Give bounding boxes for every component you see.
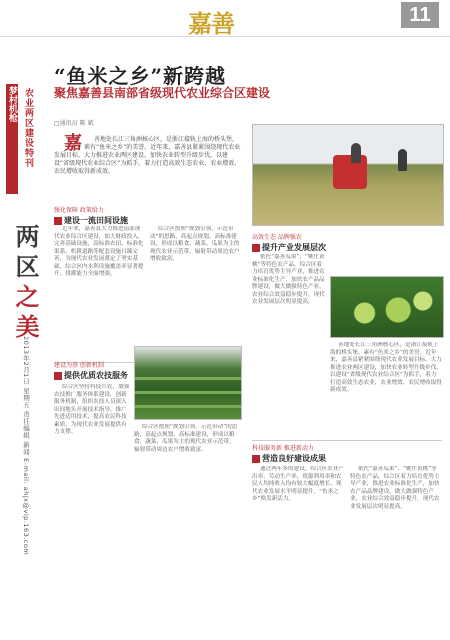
section-marker-icon xyxy=(252,455,260,463)
lead-text: 善地处长江三角洲核心区，是浙江接轨上海的桥头堡，素有“鱼米之乡”的美誉。近年来，嘉善县紧紧围绕现代农业发展目标，大力推进农业两区建设，加快农业转型升级步伐，以建设“省级现代农业综合区”为抓手，着力打造高效生态农业，农业增效、农民增收取得新成效。 xyxy=(54,136,241,175)
section-body: 综合区坚持科技兴农，加强农技推广服务体系建设，创新服务机制，组织农技人员深入田间地头开展技术指导，推广先进适用技术，提高农民科技素质，为现代农业发展提供有力支撑。 xyxy=(54,384,130,435)
section-title: 提升产业发展层次 xyxy=(252,242,442,253)
section-marker-icon xyxy=(252,244,260,252)
page-subhead: 聚焦嘉善县南部省级现代农业综合区建设 xyxy=(54,86,271,100)
section-body: 依托“嘉善瓜果”、“姚庄黄桃”等特色农产品，综合区着力培育优势主导产业，推进农业标准化生产，加快农产品品牌建设，做大做强特色产业，农业综合效益稳步提升，现代农业发展层次明显提高。 xyxy=(350,466,440,510)
section-kicker: 强化保障 政策给力 xyxy=(54,207,104,214)
section-header xyxy=(252,443,442,464)
section-marker-icon xyxy=(54,217,62,225)
section-big-title xyxy=(8,224,43,344)
big-title-b: 之美 xyxy=(11,284,40,344)
section-body: 依托“嘉善瓜果”、“姚庄黄桃”等特色农产品，综合区着力培育优势主导产业，推进农业标准化生产，加快农产品品牌建设，做大做强特色产业，农业综合效益稳步提升，现代农业发展层次明显提高。 xyxy=(252,254,325,305)
section-title: 营造良好建设成果 xyxy=(252,453,442,464)
column-name: 农业两区建设特刊 xyxy=(23,88,33,168)
farmer-shape xyxy=(351,143,361,163)
page-number: 11 xyxy=(401,2,439,28)
section-kicker: 高效生态 品牌强农 xyxy=(252,234,302,241)
field-photo xyxy=(134,346,242,420)
masthead-banner xyxy=(0,0,450,37)
dropcap: 嘉 xyxy=(64,133,82,154)
farmer-shape xyxy=(398,149,407,171)
page-headline: “鱼米之乡”新跨越 xyxy=(54,64,227,88)
lead-paragraph xyxy=(54,133,242,176)
fruit-photo xyxy=(330,276,444,338)
section-body: 综合区按照“规划引领、示范带动”的思路，高起点规划、高标准建设，形成以粮食、蔬菜、瓜果为主的现代农业示范带，辐射带动周边农户增收致富。 xyxy=(134,424,238,453)
section-title: 提供优质农技服务 xyxy=(54,370,134,381)
section-title: 建设一流田间设施 xyxy=(54,215,244,226)
harvest-photo xyxy=(252,124,444,226)
section-body: 综合区按照“规划引领、示范带动”的思路，高起点规划、高标准建设，形成以粮食、蔬菜、瓜果为主的现代农业示范带，辐射带动周边农户增收致富。 xyxy=(150,226,240,262)
section-marker-icon xyxy=(54,372,62,380)
section-body: 善地处长江三角洲核心区，是浙江接轨上海的桥头堡，素有“鱼米之乡”的美誉。近年来，嘉善县紧紧围绕现代农业发展目标，大力推进农业两区建设，加快农业转型升级步伐，以建设“省级现代农业综合区”为抓手，着力打造高效生态农业，农业增效、农民增收取得新成效。 xyxy=(330,342,442,393)
issue-meta: 2013年2月1日 星期五 责任编辑 新闻 E-mail: ahjx@vip.163.com xyxy=(22,336,30,556)
masthead-title: 嘉善 xyxy=(188,9,234,38)
section-header xyxy=(252,232,442,253)
section-header xyxy=(54,205,244,226)
section-header xyxy=(54,360,134,381)
section-kicker: 建设为基 创新机制 xyxy=(54,362,104,369)
byline: □通讯员 陈 斌 xyxy=(54,120,94,127)
section-body: 近年来，嘉善县大力推进南部现代农业综合区建设，加大财政投入，完善基础设施，高标准农田、标准化渠系、机耕道路等配套设施日臻完善，为现代农业发展奠定了坚实基础。综合区内水利设施覆盖率显著提升，排灌能力全面增强。 xyxy=(54,226,144,277)
strip-text: 梦村机枪 xyxy=(7,86,17,122)
big-title-a: 两区 xyxy=(11,224,40,284)
divider xyxy=(252,440,442,441)
section-kicker: 科技服务新 推进新动力 xyxy=(252,445,314,452)
left-column xyxy=(0,36,50,640)
section-body: 通过两年多的建设，综合区农业产出率、劳动生产率、资源利用率和农民人均纯收入均有较大幅度增长，现代农业发展水平明显提升，“鱼米之乡”焕发新活力。 xyxy=(252,466,344,502)
harvester-shape xyxy=(333,155,367,189)
